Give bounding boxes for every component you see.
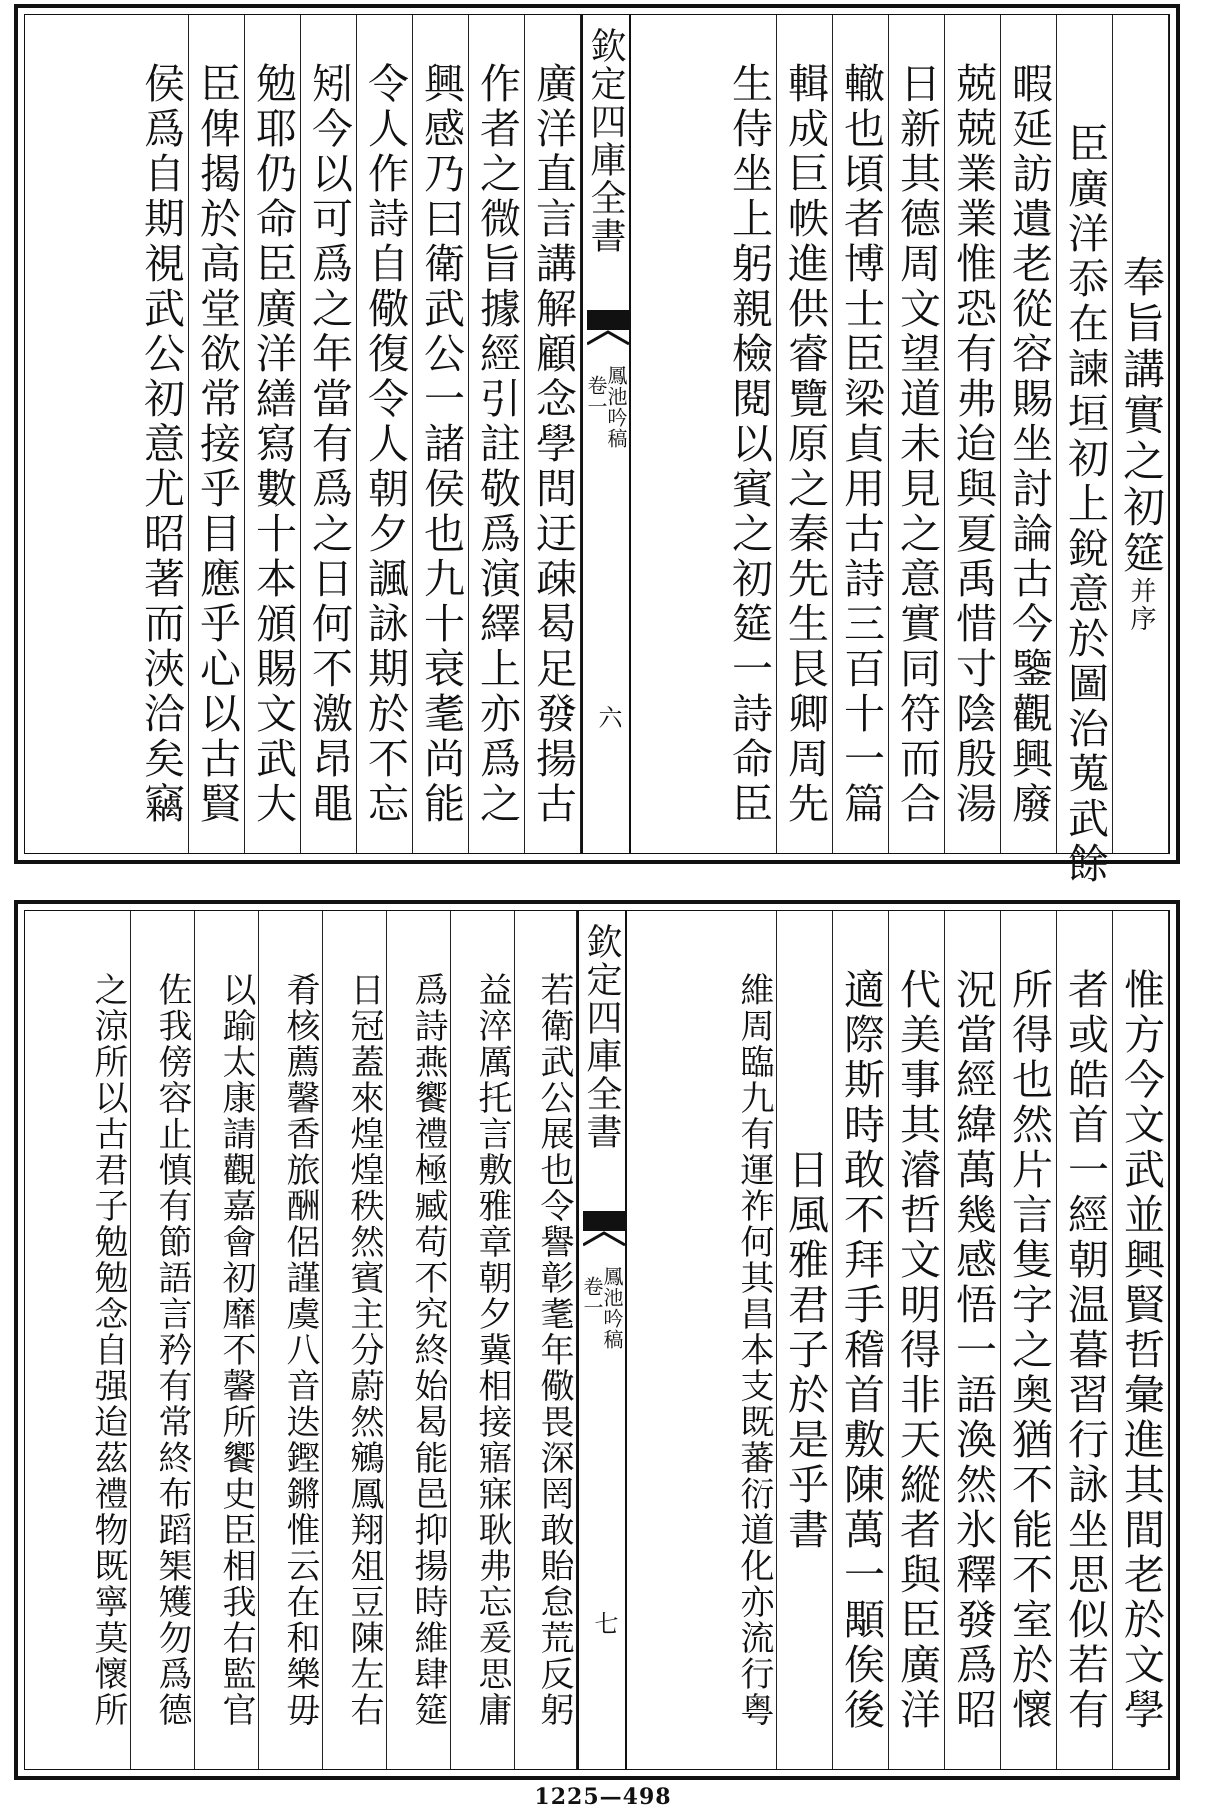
text-column <box>325 911 387 1769</box>
column-text: 轍也頃者博士臣梁貞用古詩三百十一篇 <box>837 61 885 827</box>
title-note: 并序 <box>1126 577 1156 633</box>
fold-book-name: 鳳池吟稿 <box>600 1266 624 1350</box>
center-fold <box>577 911 627 1769</box>
text-column <box>1113 15 1169 853</box>
text-column <box>777 911 833 1769</box>
text-column <box>717 911 777 1769</box>
column-text: 令人作詩自儆復令人朝夕諷詠期於不忘 <box>361 61 409 827</box>
column-text: 況當經緯萬幾感悟一語渙然氷釋發爲昭 <box>949 967 997 1733</box>
column-text: 廣洋直言講解顧念學問迂疎曷足發揚古 <box>529 61 577 827</box>
text-column <box>389 911 451 1769</box>
text-column <box>1113 911 1169 1769</box>
column-text: 爲詩燕饗禮極臧苟不究終始曷能邑抑揚時維肆筵 <box>408 972 448 1728</box>
fold-leaf-number: 六 <box>594 705 622 730</box>
text-column <box>133 911 195 1769</box>
top-page-frame <box>24 14 1170 887</box>
text-column <box>945 15 1001 853</box>
column-text: 興感乃曰衛武公一諸侯也九十衰耄尚能 <box>417 61 465 827</box>
fishtail-mark-icon <box>583 1211 625 1247</box>
text-column <box>945 911 1001 1769</box>
column-text: 日風雅君子於是乎書 <box>781 1147 829 1553</box>
bottom-page <box>14 900 1180 1780</box>
column-text: 者或皓首一經朝温暮習行詠坐思似若有 <box>1061 967 1109 1733</box>
fishtail-mark-icon <box>587 310 629 346</box>
column-text: 生侍坐上躬親檢閱以賓之初筵一詩命臣 <box>725 61 773 827</box>
center-fold <box>581 15 631 853</box>
text-column <box>261 911 323 1769</box>
fold-book-name: 鳳池吟稿 <box>604 365 628 449</box>
column-text: 日冠蓋來煌煌秩然賓主分蔚然鵷鳳翔俎豆陳左右 <box>344 972 384 1728</box>
fold-title: 欽定四庫全書 <box>581 923 622 1151</box>
text-column <box>245 15 301 853</box>
text-column <box>69 911 131 1769</box>
text-column <box>889 15 945 853</box>
text-column <box>453 911 515 1769</box>
fold-juan: 卷一 <box>580 1276 604 1318</box>
column-text: 惟方今文武並興賢哲彙進其間老於文學 <box>1117 967 1165 1733</box>
top-page <box>14 4 1180 887</box>
column-text: 臣廣洋忝在諫垣初上銳意於圖治蒐武餘 <box>1061 121 1109 887</box>
column-text: 輯成巨帙進供睿覽原之秦先生艮卿周先 <box>781 61 829 827</box>
column-text: 代美事其濬哲文明得非天縱者與臣廣洋 <box>893 967 941 1733</box>
text-column <box>133 15 189 853</box>
text-column <box>1001 911 1057 1769</box>
text-column <box>833 911 889 1769</box>
section-title: 奉旨講實之初筵 <box>1117 255 1166 577</box>
text-column <box>197 911 259 1769</box>
column-text: 臣俾揭於高堂欲常接乎目應乎心以古賢 <box>193 61 241 827</box>
text-column <box>721 15 777 853</box>
column-text: 佐我傍容止慎有節語言矜有常終布蹈榘矱勿爲德 <box>152 972 192 1728</box>
text-column <box>833 15 889 853</box>
text-column <box>889 911 945 1769</box>
column-text: 勉耶仍命臣廣洋繕寫數十本頒賜文武大 <box>249 61 297 827</box>
column-text: 作者之微旨據經引註敬爲演繹上亦爲之 <box>473 61 521 827</box>
bottom-page-frame <box>24 910 1170 1770</box>
text-column <box>525 15 581 853</box>
text-column <box>413 15 469 853</box>
column-text: 維周臨九有運祚何其昌本支既蕃衍道化亦流行粤 <box>734 972 774 1728</box>
column-text: 暇延訪遺老從容賜坐討論古今鑒觀興廢 <box>1005 61 1053 827</box>
page-number: 1225—498 <box>534 1784 672 1810</box>
column-text: 以踰太康請觀嘉會初靡不馨所饗史臣相我右監官 <box>216 972 256 1728</box>
text-column <box>1057 911 1113 1769</box>
text-column <box>357 15 413 853</box>
column-text: 之涼所以古君子勉勉念自强迨茲禮物既寧莫懷所 <box>88 972 128 1728</box>
fold-juan: 卷一 <box>584 375 608 417</box>
column-text: 日新其德周文望道未見之意實同符而合 <box>893 61 941 827</box>
fold-title: 欽定四庫全書 <box>585 27 626 255</box>
column-text: 矧今以可爲之年當有爲之日何不激昂黽 <box>305 61 353 827</box>
text-column <box>469 15 525 853</box>
text-column <box>521 911 577 1769</box>
text-column <box>777 15 833 853</box>
column-text: 適際斯時敢不拜手稽首敷陳萬一顒俟後 <box>837 967 885 1733</box>
column-text: 侯爲自期視武公初意尤昭著而浹洽矣竊 <box>137 61 185 827</box>
column-text: 若衛武公展也令譽彰耄年儆畏深罔敢貽怠荒反躬 <box>534 972 574 1728</box>
text-column <box>189 15 245 853</box>
text-column <box>1057 15 1113 887</box>
text-column <box>301 15 357 853</box>
column-text: 兢兢業業惟恐有弗迨與夏禹惜寸陰殷湯 <box>949 61 997 827</box>
column-text: 益淬厲托言敷雅章朝夕冀相接寤寐耿弗忘爰思庸 <box>472 972 512 1728</box>
column-text: 所得也然片言隻字之奥猶不能不室於懷 <box>1005 967 1053 1733</box>
text-column <box>1001 15 1057 853</box>
fold-leaf-number: 七 <box>590 1611 618 1636</box>
column-text: 肴核薦馨香旅酬侶謹虞八音迭鏗鏘惟云在和樂毋 <box>280 972 320 1728</box>
